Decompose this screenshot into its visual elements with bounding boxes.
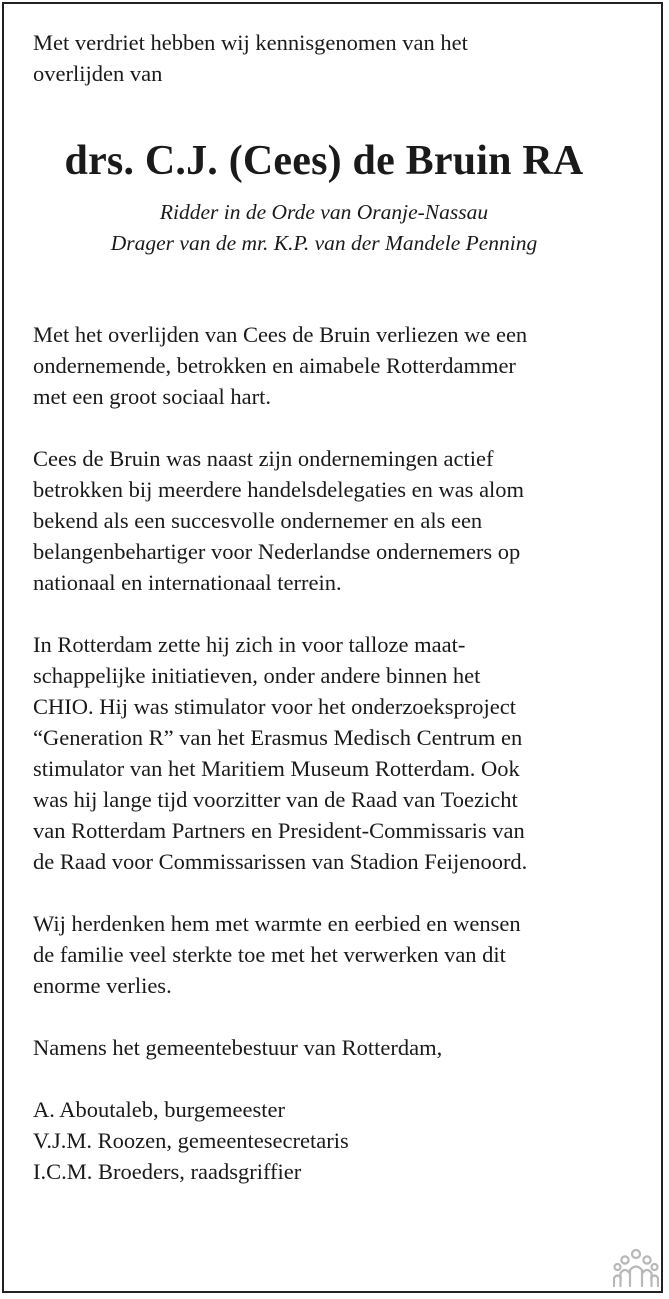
- paragraph-line: enorme verlies.: [33, 973, 172, 998]
- body-center: [630, 1267, 642, 1287]
- paragraph-line: belangenbehartiger voor Nederlandse ondernemers op: [33, 539, 521, 564]
- closing-text: Namens het gemeentebestuur van Rotterdam,: [33, 1035, 443, 1060]
- paragraph-remembrance: [33, 908, 643, 1001]
- signatories-list: [33, 1094, 643, 1187]
- signatory: I.C.M. Broeders, raadsgriffier: [33, 1159, 302, 1184]
- head-center: [632, 1250, 640, 1258]
- paragraph-tribute: [33, 319, 643, 412]
- paragraph-line: “Generation R” van het Erasmus Medisch Centrum en: [33, 725, 523, 750]
- paragraph-line: schappelijke initiatieven, onder andere binnen het: [33, 663, 481, 688]
- paragraph-line: Met het overlijden van Cees de Bruin verliezen we een: [33, 322, 528, 347]
- paragraph-line: betrokken bij meerdere handelsdelegaties en was alom: [33, 477, 525, 502]
- paragraph-line: ondernemende, betrokken en aimabele Rotterdammer: [33, 353, 516, 378]
- announcement-content: [33, 27, 643, 1187]
- head-left: [621, 1256, 628, 1263]
- honors-list: [19, 197, 629, 259]
- intro-line: Met verdriet hebben wij kennisgenomen van het: [33, 30, 468, 55]
- intro-line: overlijden van: [33, 61, 163, 86]
- paragraph-line: de Raad voor Commissarissen van Stadion Feijenoord.: [33, 849, 528, 874]
- honor-item: Drager van de mr. K.P. van der Mandele Penning: [110, 231, 538, 255]
- head-far-right: [652, 1264, 658, 1270]
- paragraph-line: stimulator van het Maritiem Museum Rotterdam. Ook: [33, 756, 520, 781]
- paragraph-line: van Rotterdam Partners en President-Commissaris van: [33, 818, 525, 843]
- head-far-left: [615, 1264, 621, 1270]
- paragraph-line: bekend als een succesvolle ondernemer en als een: [33, 508, 483, 533]
- paragraph-line: was hij lange tijd voorzitter van de Raad van Toezicht: [33, 787, 518, 812]
- paragraph-line: met een groot sociaal hart.: [33, 384, 272, 409]
- paragraph-line: In Rotterdam zette hij zich in voor talloze maat-: [33, 632, 466, 657]
- paragraph-line: de familie veel sterkte toe met het verwerken van dit: [33, 942, 506, 967]
- honor-item: Ridder in de Orde van Oranje-Nassau: [159, 200, 489, 224]
- paragraph-career: [33, 443, 643, 598]
- people-group-icon: [613, 1248, 659, 1288]
- paragraph-line: nationaal en internationaal terrein.: [33, 570, 342, 595]
- paragraph-line: Wij herdenken hem met warmte en eerbied en wensen: [33, 911, 521, 936]
- deceased-name: drs. C.J. (Cees) de Bruin RA: [64, 138, 584, 184]
- head-right: [643, 1256, 650, 1263]
- intro-text: [33, 27, 643, 89]
- paragraph-line: Cees de Bruin was naast zijn ondernemingen actief: [33, 446, 494, 471]
- paragraph-rotterdam: [33, 629, 643, 877]
- signatory: V.J.M. Roozen, gemeentesecretaris: [33, 1128, 349, 1153]
- paragraph-line: CHIO. Hij was stimulator voor het onderzoeksproject: [33, 694, 517, 719]
- signatory: A. Aboutaleb, burgemeester: [33, 1097, 286, 1122]
